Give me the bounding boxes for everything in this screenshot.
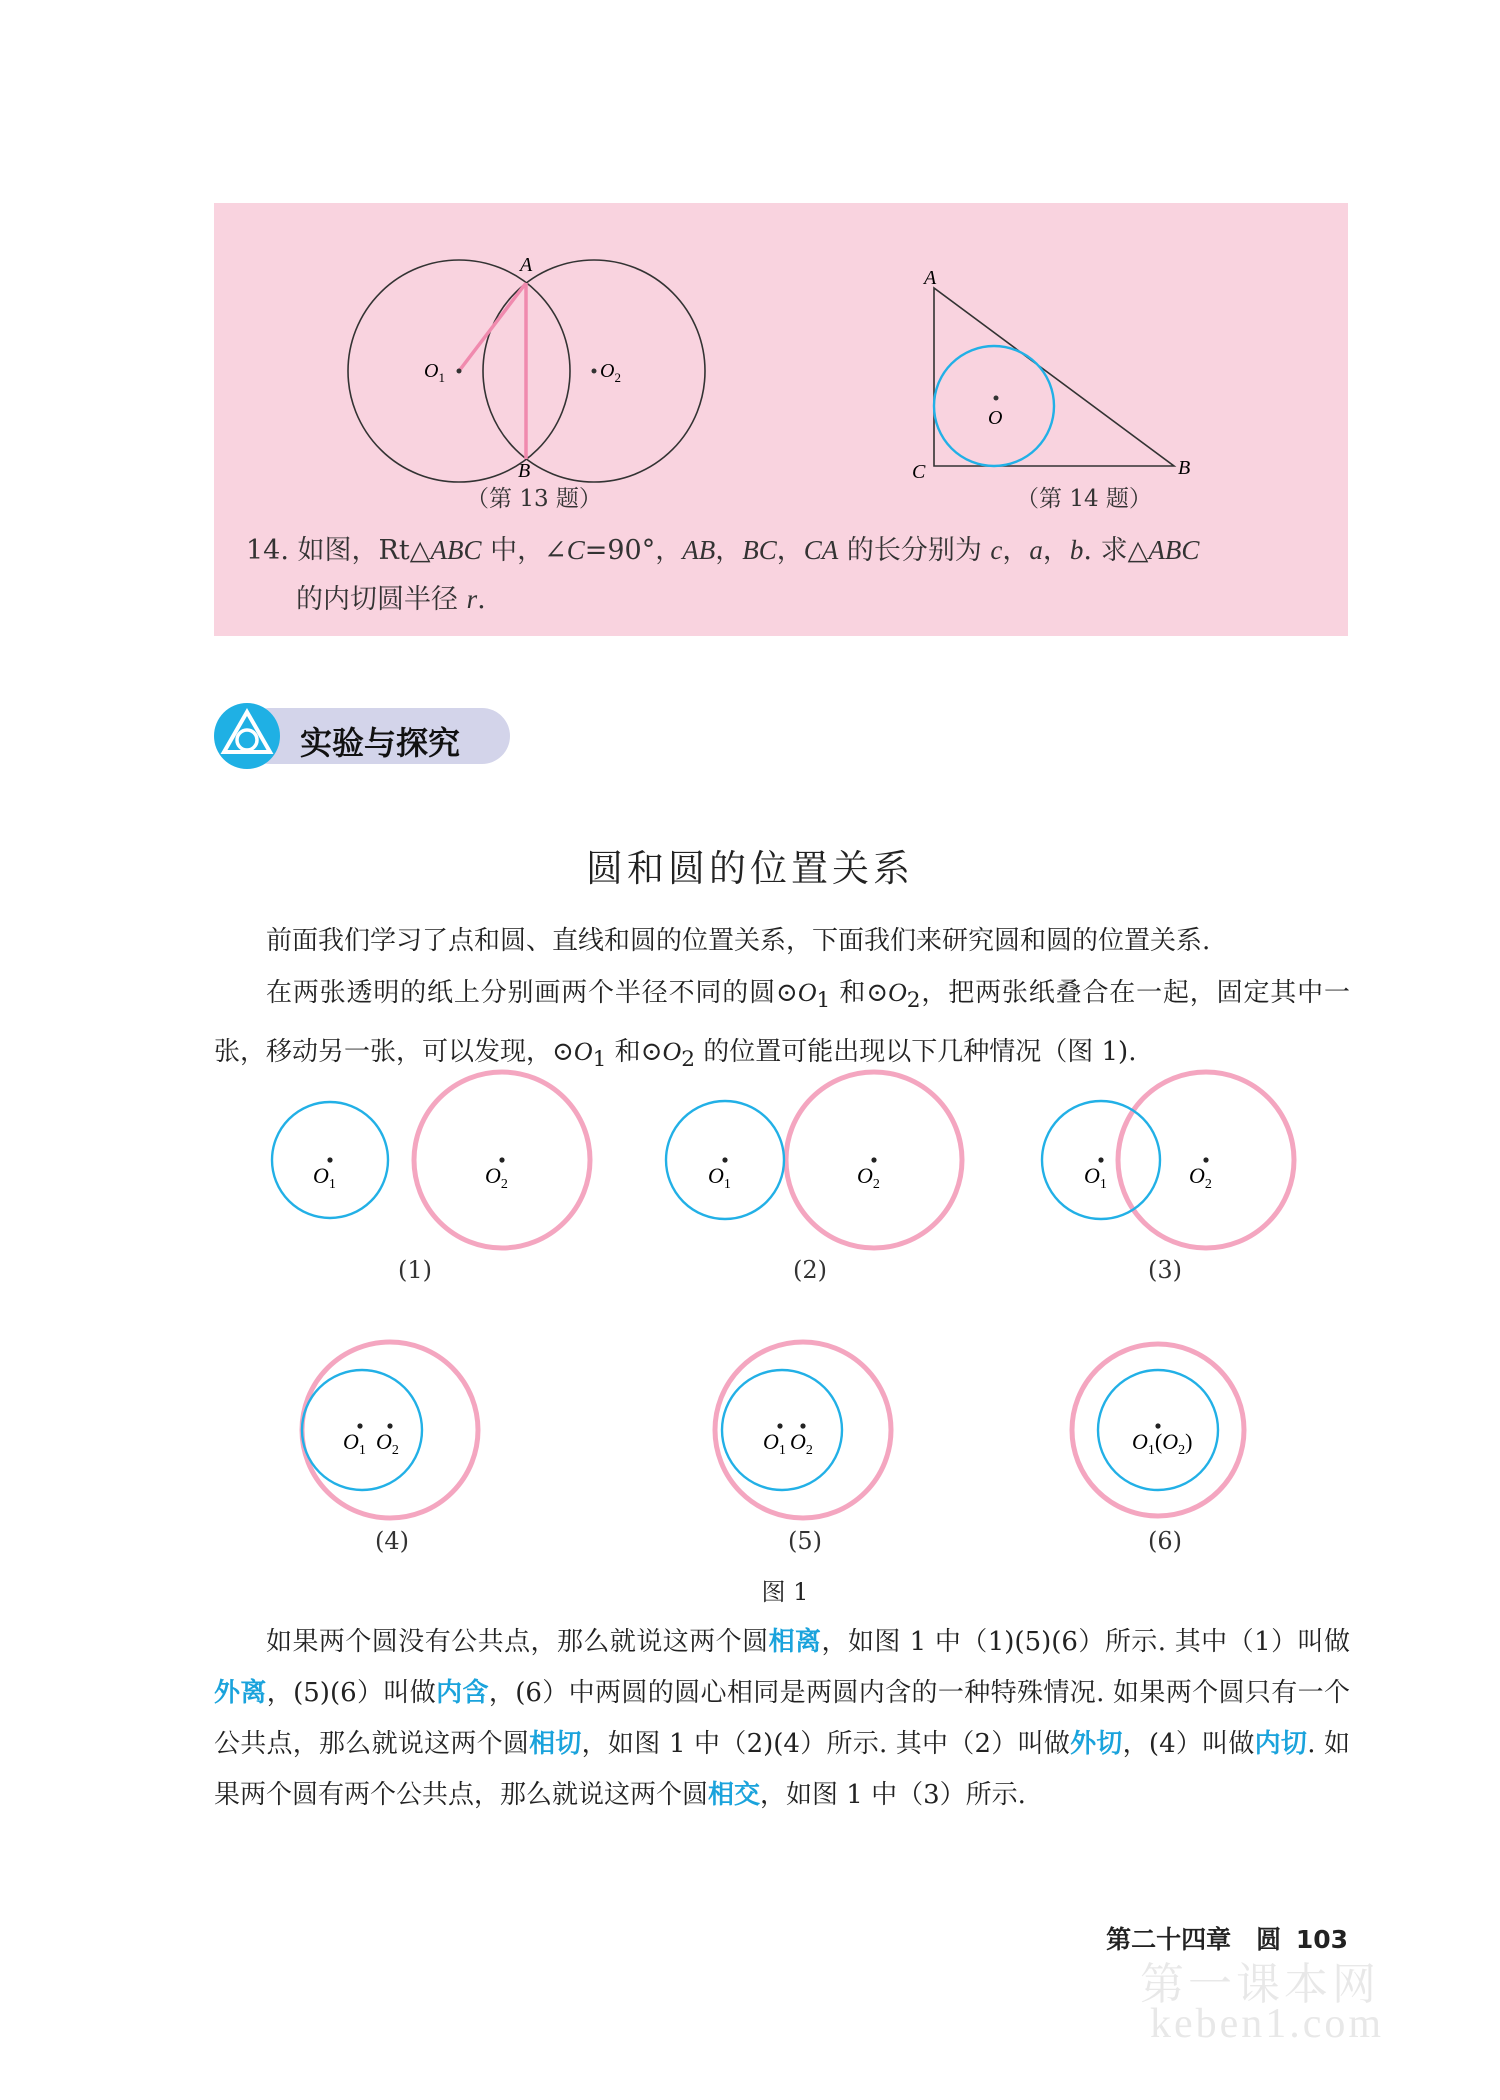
figure-1-case-5 [715,1342,891,1518]
center-dot [1155,1423,1160,1428]
figure-1-label-3: (3) [1148,1256,1182,1284]
term-separate: 相离 [768,1627,822,1657]
label-b: B [1178,457,1191,479]
figure-1-label-5: (5) [788,1527,822,1555]
intro-paragraph-1: 前面我们学习了点和圆、直线和圆的位置关系，下面我们来研究圆和圆的位置关系. [266,926,1211,956]
blue-circle-o1 [302,1370,422,1490]
center-o1-dot [327,1157,332,1162]
label-o2: $O_2$ [1189,1163,1212,1192]
label-o2: $O_2$ [485,1163,508,1192]
figure-1-case-1 [272,1072,590,1248]
watermark-text-2: keben1.com [1150,2001,1385,2047]
label-o1: $O_1$ [343,1429,366,1458]
term-internal-tangent: 内切 [1254,1729,1308,1759]
label-o1: $O_1$ [708,1163,731,1192]
label-o: O [988,407,1003,429]
figure-1-case-3 [1042,1072,1294,1248]
label-o1-o2: $O_1(O_2)$ [1132,1429,1193,1458]
center-o1-dot [1098,1157,1103,1162]
label-o1: $O_1$ [1084,1163,1107,1192]
term-intersect: 相交 [708,1780,761,1810]
center-o1-dot [777,1423,782,1428]
figure-13 [364,253,684,482]
figure-1-label-2: (2) [793,1256,827,1284]
term-external-separation: 外离 [214,1678,267,1708]
center-o2-dot [1203,1157,1208,1162]
problem-14-line-1: 14. 如图，Rt△ABC 中，∠C=90°，AB，BC，CA 的长分别为 c，a，b. 求△ABC [246,535,1200,566]
label-o2: $O_2$ [376,1429,399,1458]
problem-14 [246,526,1346,624]
center-o2-dot [592,369,597,374]
label-a: A [924,267,937,289]
center-o1-dot [722,1157,727,1162]
label-o2: $O_2$ [600,360,621,385]
figure-1-label-1: (1) [398,1256,432,1284]
center-o2-dot [387,1423,392,1428]
center-o2-dot [499,1157,504,1162]
problem-14-line-2: 的内切圆半径 r. [296,584,486,615]
center-o1-dot [357,1423,362,1428]
chapter-label: 第二十四章 圆 [1106,1925,1282,1954]
watermark-text-1: 第一课本网 [1140,1959,1380,2010]
figure-1-case-2 [666,1072,962,1248]
figure-13-caption: （第 13 题） [466,486,602,512]
term-tangent: 相切 [529,1729,582,1759]
label-o2: $O_2$ [857,1163,880,1192]
figure-14-caption: （第 14 题） [1016,486,1152,512]
figure-1-label-4: (4) [375,1527,409,1555]
center-o2-dot [871,1157,876,1162]
article-title: 圆和圆的位置关系 [586,847,914,890]
label-b: B [518,460,531,482]
label-c: C [912,461,926,483]
page-number: 103 [1295,1925,1348,1954]
exercise-box [214,203,1348,636]
term-external-tangent: 外切 [1070,1729,1123,1759]
explanation-paragraph: 如果两个圆没有公共点，那么就说这两个圆相离，如图 1 中（1)(5)(6）所示. 其中（1）叫做外离，(5)(6）叫做内含，(6）中两圆的圆心相同是两圆内含的一种特殊情况. 如果两个圆只有一个公共点，那么就说这两个圆相切，如图 1 中（2)(4）所示. 其中（2）叫做外切，(4）叫做内切. 如果两个圆有两个公共点，那么就说这两个圆相交，如图 1 中（3）所示. [214,1627,1350,1810]
figure-14 [914,268,1214,488]
incircle-center-dot [994,396,999,401]
figure-1-caption: 图 1 [761,1578,809,1606]
radius-o1a [459,283,526,371]
figure-1 [0,1060,1500,1580]
center-o1-dot [457,369,462,374]
intro-paragraph-2: 在两张透明的纸上分别画两个半径不同的圆$⊙O_1$ 和$⊙O_2$，把两张纸叠合在一起，固定其中一张，移动另一张，可以发现，$⊙O_1$ 和$⊙O_2$ 的位置可能出现以下几种情况（图 1). [214,978,1350,1073]
term-containment: 内含 [436,1678,489,1708]
label-o2: $O_2$ [790,1429,813,1458]
center-o2-dot [800,1423,805,1428]
figure-1-case-6 [1072,1344,1244,1516]
section-label: 实验与探究 [300,724,461,762]
label-a: A [520,254,533,276]
figure-1-case-4 [302,1342,478,1518]
figure-1-label-6: (6) [1148,1527,1182,1555]
label-o1: $O_1$ [313,1163,336,1192]
label-o1: $O_1$ [424,360,445,385]
triangle-abc [934,288,1174,466]
blue-circle-o1 [722,1370,842,1490]
incircle [934,346,1054,466]
label-o1: $O_1$ [763,1429,786,1458]
